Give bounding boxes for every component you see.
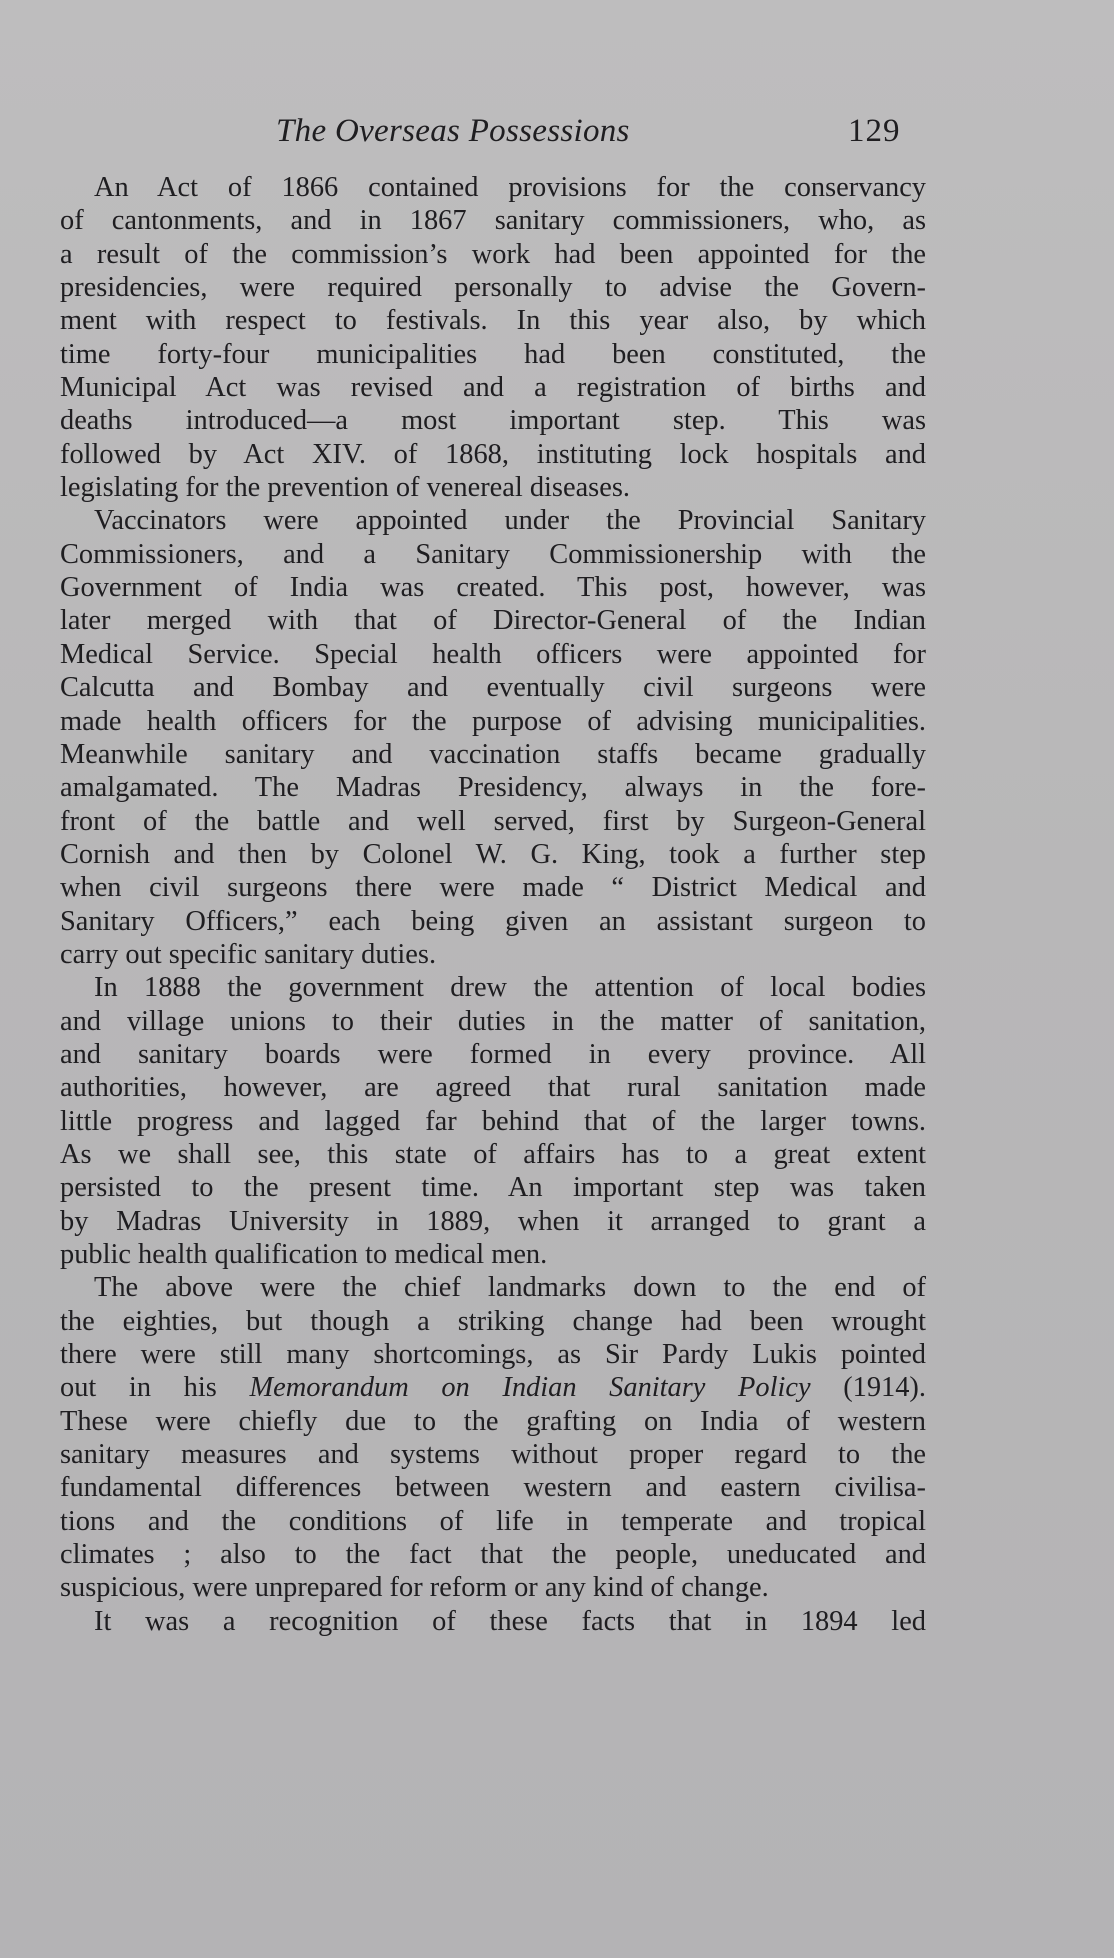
text-line: front of the battle and well served, first by Surgeon-General [60,805,926,837]
paragraph-chief-landmarks [60,1271,926,1604]
text-line: Calcutta and Bombay and eventually civil surgeons were [60,672,926,704]
text-line: Municipal Act was revised and a registration of births and [60,372,926,404]
text-line: followed by Act XIV. of 1868, instituting lock hospitals and [60,438,926,470]
text-line: when civil surgeons there were made “ District Medical and [60,872,926,904]
text-line: Meanwhile sanitary and vaccination staffs became gradually [60,738,926,770]
text-line-citation [60,1371,926,1404]
text-line: time forty-four municipalities had been constituted, the [60,338,926,370]
text-line: deaths introduced—a most important step. This was [60,405,926,437]
text-line: Medical Service. Special health officers were appointed for [60,638,926,670]
text-line: ment with respect to festivals. In this year also, by which [60,305,926,337]
citation-lead-text: out in his [60,1372,250,1404]
text-line: Government of India was created. This post, however, was [60,572,926,604]
cited-title: Memorandum on Indian Sanitary Policy [249,1372,811,1404]
text-line: made health officers for the purpose of advising municipalities. [60,705,926,737]
text-line: climates ; also to the fact that the people, uneducated and [60,1539,926,1571]
page-number: 129 [848,113,901,149]
text-line: later merged with that of Director-General of the Indian [60,605,926,637]
text-line: and village unions to their duties in the matter of sanitation, [60,1005,926,1037]
text-line: suspicious, were unprepared for reform or any kind of change. [60,1572,769,1604]
text-line: Sanitary Officers,” each being given an assistant surgeon to [60,905,926,937]
text-line: The above were the chief landmarks down to the end of [94,1272,926,1304]
text-line: As we shall see, this state of affairs has to a great extent [60,1138,926,1170]
text-line: legislating for the prevention of venereal diseases. [60,472,630,504]
text-line: Cornish and then by Colonel W. G. King, took a further step [60,838,926,870]
text-line: An Act of 1866 contained provisions for the conservancy [94,172,926,203]
text-line: amalgamated. The Madras Presidency, always in the fore- [60,772,926,804]
text-line: These were chiefly due to the grafting on India of western [60,1405,926,1437]
text-line: tions and the conditions of life in temperate and tropical [60,1505,926,1537]
text-line: and sanitary boards were formed in every province. All [60,1038,926,1070]
paragraph-vaccinators [60,504,926,971]
text-line: carry out specific sanitary duties. [60,938,437,970]
paragraph-1888-government [60,971,926,1271]
text-line: the eighties, but though a striking change had been wrought [60,1305,926,1337]
text-line: there were still many shortcomings, as Sir Pardy Lukis pointed [60,1339,926,1371]
text-line: presidencies, were required personally to advise the Govern- [60,272,926,304]
text-line: Commissioners, and a Sanitary Commissionership with the [60,538,926,570]
citation-year: (1914). [810,1372,926,1404]
running-title: The Overseas Possessions [276,113,630,149]
paragraph-recognition [60,1605,926,1638]
text-line: fundamental differences between western and eastern civilisa- [60,1472,926,1504]
text-line: of cantonments, and in 1867 sanitary commissioners, who, as [60,205,926,237]
paragraph-conservancy-act [60,171,926,504]
body-text [60,171,926,1638]
text-line: sanitary measures and systems without proper regard to the [60,1439,926,1471]
text-line: a result of the commission’s work had been appointed for the [60,238,926,270]
text-line: public health qualification to medical men. [60,1239,548,1270]
text-line: little progress and lagged far behind that of the larger towns. [60,1105,926,1137]
text-line: In 1888 the government drew the attention of local bodies [94,972,926,1004]
text-line: It was a recognition of these facts that in 1894 led [94,1605,926,1637]
text-line: persisted to the present time. An important step was taken [60,1172,926,1204]
text-line: by Madras University in 1889, when it arranged to grant a [60,1205,926,1237]
page-header [0,106,1114,156]
text-line: Vaccinators were appointed under the Provincial Sanitary [94,505,926,537]
text-line: authorities, however, are agreed that rural sanitation made [60,1072,926,1104]
